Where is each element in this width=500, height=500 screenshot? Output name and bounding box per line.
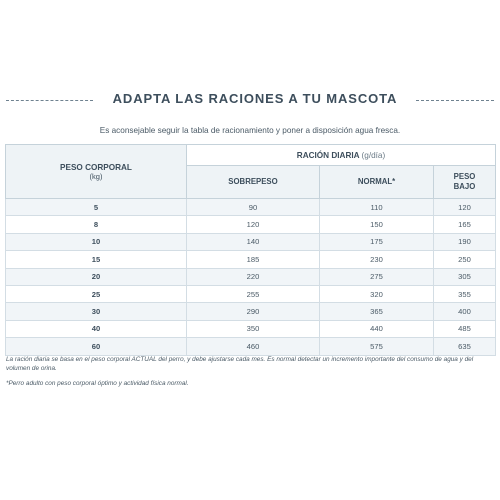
cell-overweight: 350 [187, 320, 320, 337]
column-header-underweight [434, 166, 496, 199]
cell-normal: 230 [320, 251, 434, 268]
cell-underweight: 165 [434, 216, 496, 233]
weight-column-header [6, 145, 187, 199]
cell-overweight: 255 [187, 285, 320, 302]
cell-overweight: 120 [187, 216, 320, 233]
table-row [6, 199, 496, 216]
weight-header-label: PESO CORPORAL [60, 162, 132, 172]
cell-weight: 25 [6, 285, 187, 302]
table-row [6, 338, 496, 355]
cell-normal: 110 [320, 199, 434, 216]
cell-normal: 575 [320, 338, 434, 355]
cell-underweight: 485 [434, 320, 496, 337]
cell-overweight: 220 [187, 268, 320, 285]
cell-weight: 40 [6, 320, 187, 337]
table-row [6, 233, 496, 250]
ration-table [5, 144, 496, 356]
table-row [6, 216, 496, 233]
cell-underweight: 190 [434, 233, 496, 250]
cell-overweight: 140 [187, 233, 320, 250]
cell-underweight: 635 [434, 338, 496, 355]
page-title: ADAPTA LAS RACIONES A TU MASCOTA [112, 91, 398, 106]
cell-weight: 60 [6, 338, 187, 355]
cell-normal: 275 [320, 268, 434, 285]
column-header-normal: NORMAL* [320, 166, 434, 199]
dashed-divider-right [416, 100, 494, 101]
dashed-divider-left [6, 100, 93, 101]
cell-normal: 175 [320, 233, 434, 250]
cell-overweight: 290 [187, 303, 320, 320]
cell-underweight: 120 [434, 199, 496, 216]
cell-weight: 20 [6, 268, 187, 285]
table-row [6, 303, 496, 320]
cell-normal: 150 [320, 216, 434, 233]
page-subtitle: Es aconsejable seguir la tabla de racionamiento y poner a disposición agua fresca. [99, 126, 401, 135]
cell-underweight: 355 [434, 285, 496, 302]
cell-weight: 8 [6, 216, 187, 233]
weight-header-unit: (kg) [89, 171, 103, 181]
cell-normal: 320 [320, 285, 434, 302]
ration-group-header [187, 145, 496, 166]
cell-normal: 440 [320, 320, 434, 337]
ration-header-unit: (g/día) [361, 150, 386, 160]
table-row [6, 268, 496, 285]
underweight-label-line2: BAJO [453, 182, 476, 191]
ration-header-label: RACIÓN DIARIA [296, 150, 360, 160]
ration-note: La ración diaria se basa en el peso corporal ACTUAL del perro, y debe ajustarse cada mes. Es normal detectar un incremento importante del consumo de agua y del volumen de orina. [6, 356, 474, 372]
ration-table-body [6, 199, 496, 356]
footnote: *Perro adulto con peso corporal óptimo y actividad física normal. [6, 380, 189, 387]
cell-overweight: 90 [187, 199, 320, 216]
cell-normal: 365 [320, 303, 434, 320]
cell-underweight: 250 [434, 251, 496, 268]
column-header-overweight: SOBREPESO [187, 166, 320, 199]
cell-overweight: 185 [187, 251, 320, 268]
cell-weight: 30 [6, 303, 187, 320]
cell-weight: 15 [6, 251, 187, 268]
table-row [6, 251, 496, 268]
cell-underweight: 305 [434, 268, 496, 285]
section-header [6, 90, 494, 110]
underweight-label-line1: PESO [453, 172, 476, 181]
cell-underweight: 400 [434, 303, 496, 320]
cell-weight: 10 [6, 233, 187, 250]
table-row [6, 320, 496, 337]
cell-overweight: 460 [187, 338, 320, 355]
cell-weight: 5 [6, 199, 187, 216]
table-row [6, 285, 496, 302]
